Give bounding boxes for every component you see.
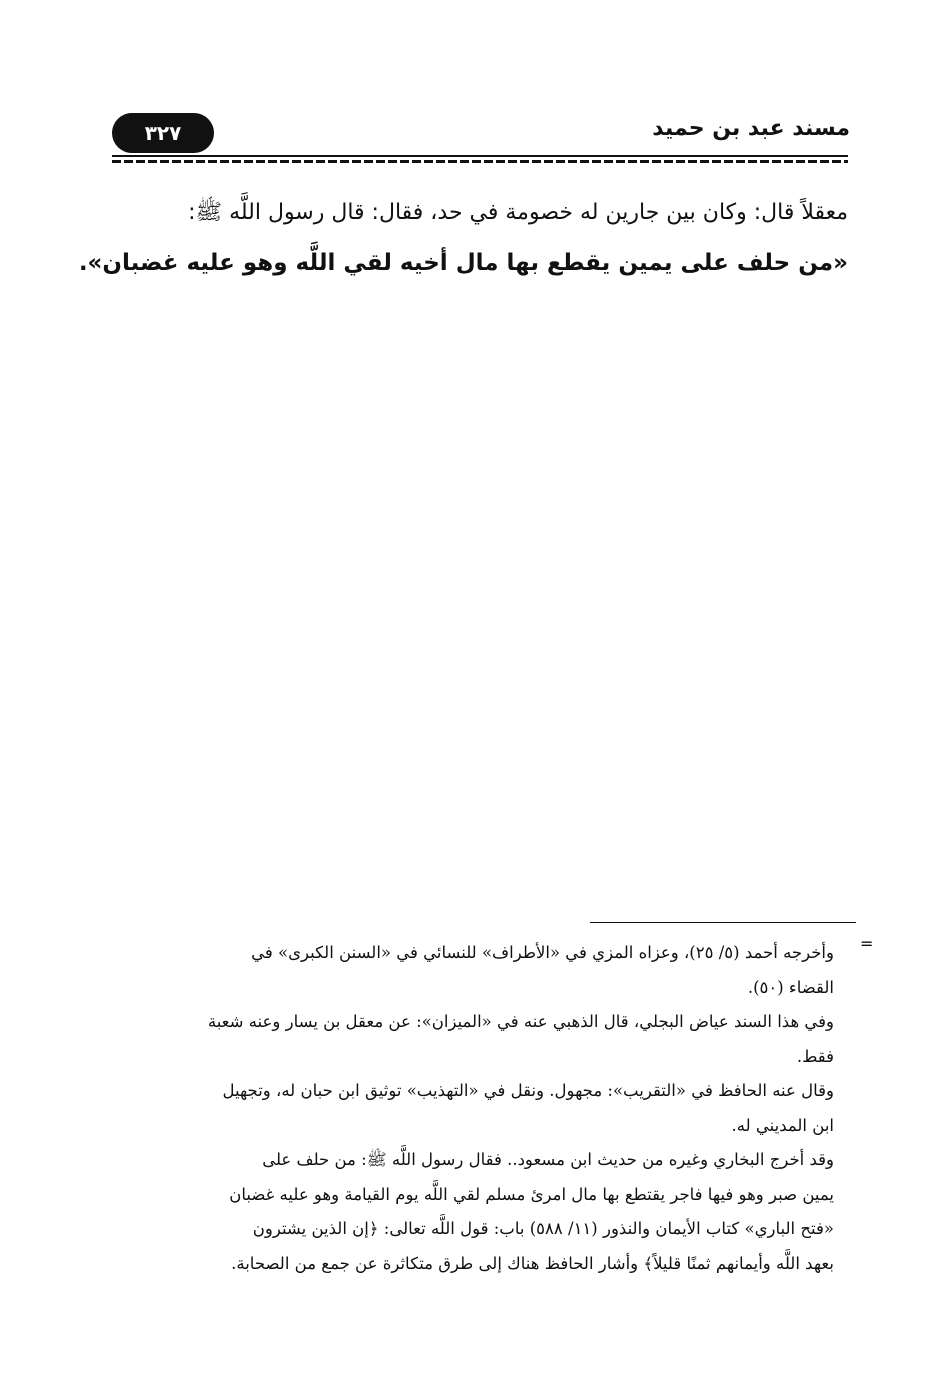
footnote-separator (590, 922, 856, 923)
footnotes-block (109, 936, 834, 1281)
footnote-line: القضاء (٥٠). (747, 977, 834, 997)
main-text-line: معقلاً قال: وكان بين جارين له خصومة في حد، فقال: قال رسول اللَّه ﷺ: (188, 200, 848, 225)
footnote-line: «فتح الباري» كتاب الأيمان والنذور (١١/ ٥٨٨) باب: قول اللَّه تعالى: ﴿إن الذين يشترون (252, 1219, 834, 1238)
running-title: مسند عبد بن حميد (652, 116, 850, 141)
header-divider (112, 155, 848, 165)
main-text-block (78, 188, 848, 288)
footnote-line: وفي هذا السند عياض البجلي، قال الذهبي عنه في «الميزان»: عن معقل بن يسار وعنه شعبة (207, 1012, 834, 1031)
footnote-line: بعهد اللَّه وأيمانهم ثمنًا قليلاً﴾ وأشار الحافظ هناك إلى طرق متكاثرة عن جمع من الصحابة. (231, 1253, 834, 1273)
footnote-continuation-mark: = (860, 934, 874, 953)
page-number-badge: ٣٢٧ (112, 113, 214, 153)
footnote-line: يمين صبر وهو فيها فاجر يقتطع بها مال امرئ مسلم لقي اللَّه يوم القيامة وهو عليه غضبان (229, 1184, 834, 1204)
page-header (110, 108, 850, 158)
footnote-line: ابن المديني له. (731, 1115, 834, 1135)
footnote-line: وأخرجه أحمد (٥/ ٢٥)، وعزاه المزي في «الأطراف» للنسائي في «السنن الكبرى» في (251, 943, 834, 962)
footnote-line: وقد أخرج البخاري وغيره من حديث ابن مسعود.. فقال رسول اللَّه ﷺ: من حلف على (262, 1150, 834, 1169)
header-divider-solid (112, 155, 848, 157)
footnote-line: فقط. (796, 1046, 834, 1066)
header-divider-dashed (112, 160, 848, 163)
footnote-line: وقال عنه الحافظ في «التقريب»: مجهول. ونقل في «التهذيب» توثيق ابن حبان له، وتجهيل (222, 1081, 834, 1100)
hadith-text-line: «من حلف على يمين يقطع بها مال أخيه لقي اللَّه وهو عليه غضبان». (78, 250, 848, 276)
